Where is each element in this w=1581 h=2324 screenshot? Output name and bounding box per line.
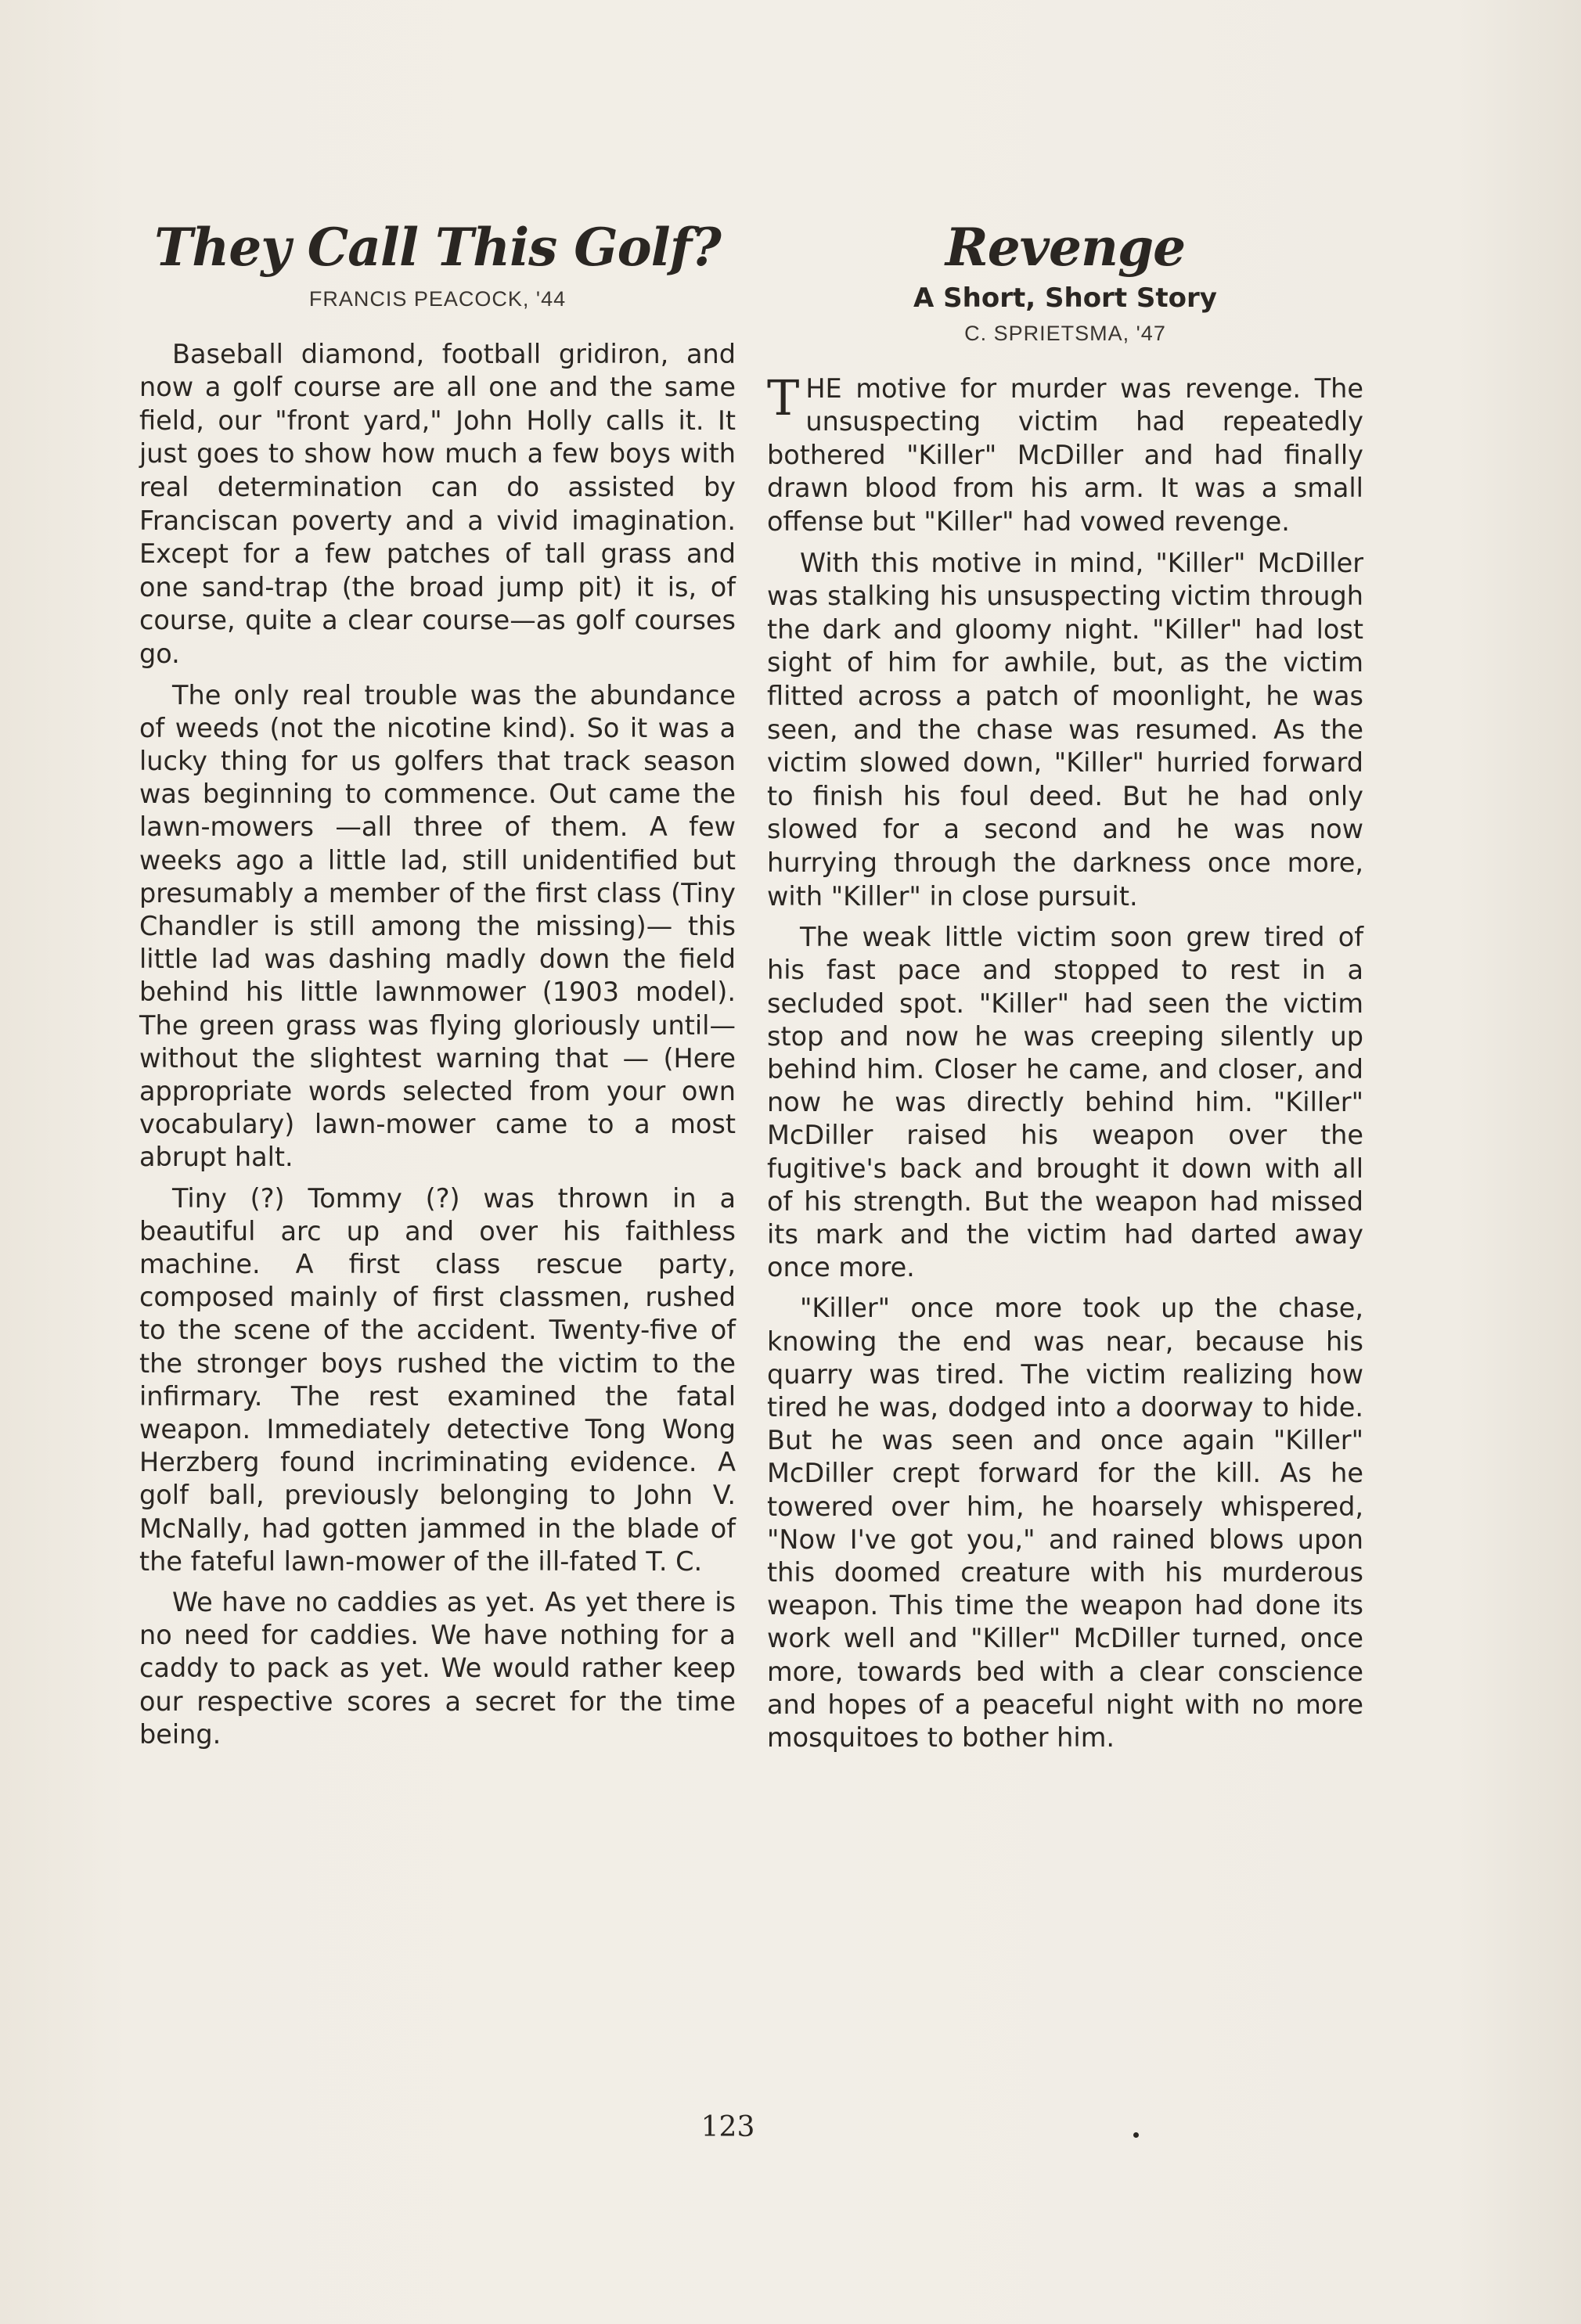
first-paragraph-text: HE motive for murder was revenge. The unsuspecting victim had repeatedly bothered "Killer" McDiller and had finally drawn blood from his arm. It was a small offense but "Killer" had vowed revenge. (767, 372, 1363, 537)
article-paragraph: The weak little victim soon grew tired of his fast pace and stopped to rest in a secluded spot. "Killer" had seen the victim stop and now he was creeping silently up behind him. Closer he came, and closer, and now he was directly behind him. "Killer" McDiller raised his weapon over the fugitive's back and brought it down with all of his strength. But the weapon had missed its mark and the victim had darted away once more. (767, 922, 1363, 1283)
article-paragraph: "Killer" once more took up the chase, knowing the end was near, because his quarry was tired. The victim realizing how tired he was, dodged into a doorway to hide. But he was seen and once again "Killer" McDiller crept forward for the kill. As he towered over him, he hoarsely whispered, "Now I've got you," and rained blows upon this doomed creature with his murderous weapon. This time the weapon had done its work well and "Killer" McDiller turned, once more, towards bed with a clear conscience and hopes of a peaceful night with no more mosquitoes to bother him. (767, 1293, 1363, 1753)
page-number: 123 (700, 2111, 755, 2143)
ink-speck (1133, 2132, 1139, 2138)
article-title: They Call This Golf? (154, 217, 721, 278)
article-paragraph: Baseball diamond, football gridiron, and now a golf course are all one and the same field, our "front yard," John Holly calls it. It just goes to show how much a few boys with real determination can do assisted by Franciscan poverty and a vivid imagination. Except for a few patches of tall grass and one sand-trap (the broad jump pit) it is, of course, quite a clear course—as golf courses go. (139, 338, 736, 669)
article-paragraph: We have no caddies as yet. As yet there is no need for caddies. We have nothing for a caddy to pack as yet. We would rather keep our respective scores a secret for the time being. (139, 1587, 736, 1750)
article-paragraph (767, 369, 1363, 539)
article-paragraph: The only real trouble was the abundance of weeds (not the nicotine kind). So it was a lucky thing for us golfers that track season was beginning to commence. Out came the lawn-mowers —all three of them. A few weeks ago a little lad, still unidentified but presumably a member of the first class (Tiny Chandler is still among the missing)— this little lad was dashing madly down the field behind his little lawnmower (1903 model). The green grass was flying gloriously until—without the slightest warning that — (Here appropriate words selected from your own vocabulary) lawn-mower came to a most abrupt halt. (139, 679, 736, 1173)
article-byline: C. SPRIETSMA, '47 (964, 321, 1166, 345)
article-revenge (767, 219, 1363, 1762)
drop-cap: T (767, 369, 800, 426)
article-subtitle: A Short, Short Story (913, 282, 1217, 314)
article-byline: FRANCIS PEACOCK, '44 (308, 286, 567, 311)
article-title: Revenge (945, 217, 1186, 278)
article-paragraph: With this motive in mind, "Killer" McDiller was stalking his unsuspecting victim through the dark and gloomy night. "Killer" had lost sight of him for awhile, but, as the victim flitted across a patch of moonlight, he was seen, and the chase was resumed. As the victim slowed down, "Killer" hurried forward to finish his foul deed. But he had only slowed for a second and he was now hurrying through the darkness once more, with "Killer" in close pursuit. (767, 547, 1363, 912)
article-golf (139, 219, 736, 1759)
article-paragraph: Tiny (?) Tommy (?) was thrown in a beautiful arc up and over his faithless machine. A first class rescue party, composed mainly of first classmen, rushed to the scene of the accident. Twenty-five of the stronger boys rushed the victim to the infirmary. The rest examined the fatal weapon. Immediately detective Tong Wong Herzberg found incriminating evidence. A golf ball, previously belonging to John V. McNally, had gotten jammed in the blade of the fateful lawn-mower of the ill-fated T. C. (139, 1182, 736, 1577)
